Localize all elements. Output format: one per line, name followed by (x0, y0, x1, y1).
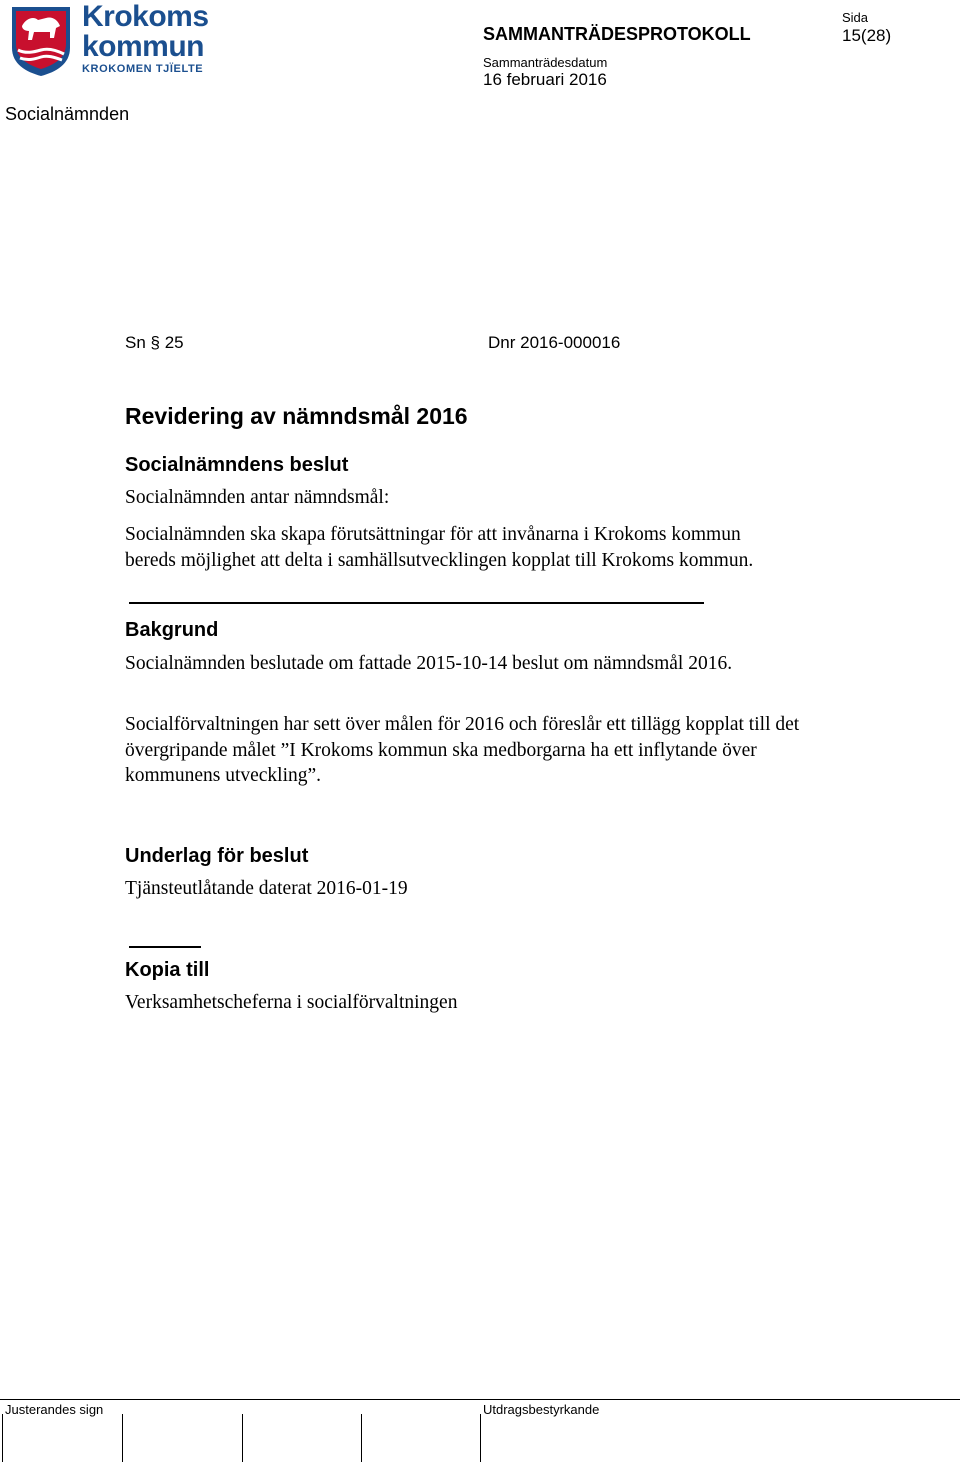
basis-text: Tjänsteutlåtande daterat 2016-01-19 (125, 878, 408, 899)
paragraph-number: Sn § 25 (125, 333, 184, 352)
footer-divider (0, 1399, 960, 1400)
background-heading: Bakgrund (125, 619, 219, 641)
page-label: Sida (842, 10, 869, 25)
copy-to-text: Verksamhetscheferna i socialförvaltningen (125, 992, 458, 1013)
logo-name-line2: kommun (82, 30, 205, 63)
logo-name-line1: Krokoms (82, 0, 209, 33)
decision-heading: Socialnämndens beslut (125, 454, 349, 476)
extract-certification-label: Utdragsbestyrkande (483, 1402, 600, 1417)
diary-number: Dnr 2016-000016 (488, 333, 621, 352)
logo-subtitle: KROKOMEN TJÏELTE (82, 63, 204, 75)
copy-to-heading: Kopia till (125, 959, 210, 981)
adjuster-signature-label: Justerandes sign (5, 1402, 104, 1417)
signature-box-divider (480, 1414, 481, 1462)
basis-heading: Underlag för beslut (125, 845, 309, 867)
background-paragraph: Socialnämnden beslutade om fattade 2015-10-14 beslut om nämndsmål 2016. (125, 653, 733, 674)
background-paragraph: Socialförvaltningen har sett över målen för 2016 och föreslår ett tillägg kopplat till det övergripande målet ”I Krokoms kommun ska medborgarna ha ett inflytande över kommunens utveckling”. (125, 714, 800, 786)
signature-box-divider (242, 1414, 243, 1462)
document-type-title: SAMMANTRÄDESPROTOKOLL (483, 24, 751, 44)
municipality-logo (8, 4, 74, 78)
decision-text: Socialnämnden ska skapa förutsättningar för att invånarna i Krokoms kommun bereds möjlighet att delta i samhällsutvecklingen kopplat till Krokoms kommun. (125, 524, 754, 571)
meeting-date-label: Sammanträdesdatum (483, 55, 608, 70)
signature-box-divider (2, 1414, 3, 1462)
coat-of-arms-icon (8, 4, 74, 78)
meeting-date: 16 februari 2016 (483, 70, 607, 89)
signature-box-divider (122, 1414, 123, 1462)
page-number: 15(28) (842, 26, 892, 45)
page-title: Revidering av nämndsmål 2016 (125, 403, 468, 429)
section-divider (129, 602, 704, 604)
section-divider (129, 946, 201, 948)
decision-intro: Socialnämnden antar nämndsmål: (125, 487, 390, 508)
organization-name: Socialnämnden (5, 104, 130, 124)
signature-box-divider (361, 1414, 362, 1462)
